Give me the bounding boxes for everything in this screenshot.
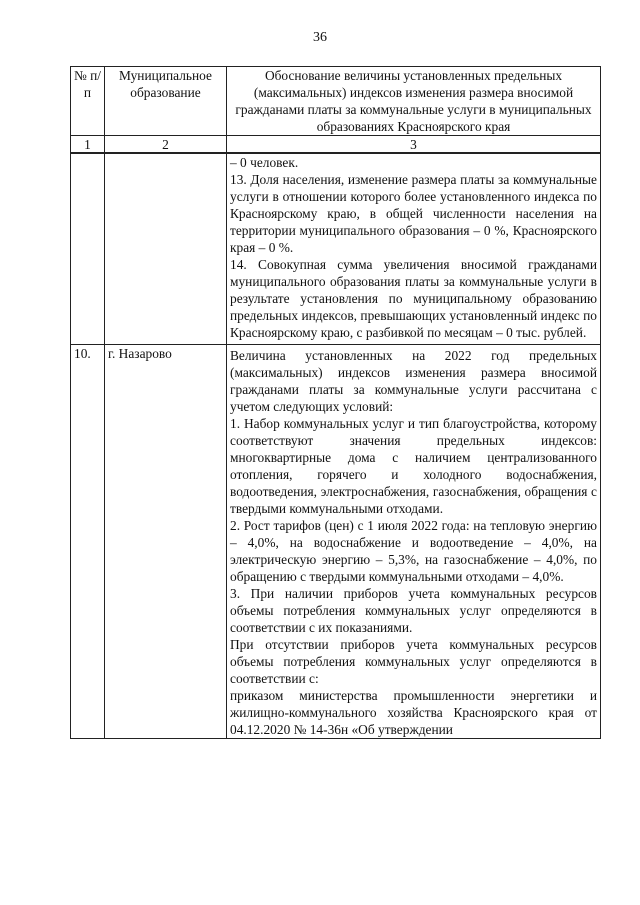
justification-paragraph: При отсутствии приборов учета коммунальных ресурсов объемы потребления коммунальных услуг определяются в соответствии с: (230, 637, 597, 686)
row-justification (227, 153, 601, 345)
header-num: № п/п (71, 67, 105, 136)
page-number: 36 (313, 30, 327, 45)
justification-paragraph: 1. Набор коммунальных услуг и тип благоустройства, которому соответствуют значения предельных индексов: многоквартирные дома с наличием централизованного отопления, горячего и холодного водоснабжения, водоотведения, электроснабжения, газоснабжения, обращения с твердыми коммунальными отходами. (230, 416, 597, 516)
header-justification: Обоснование величины установленных предельных (максимальных) индексов изменения размера вносимой гражданами платы за коммунальные услуги в муниципальных образованиях Красноярского края (227, 67, 601, 136)
header-municipality: Муниципальное образование (105, 67, 227, 136)
row-number: 10. (71, 345, 105, 739)
justification-paragraph: 3. При наличии приборов учета коммунальных ресурсов объемы потребления коммунальных услуг определяются в соответствии с их показаниями. (230, 586, 597, 635)
justification-paragraph: 2. Рост тарифов (цен) с 1 июля 2022 года: на тепловую энергию – 4,0%, на водоснабжение и водоотведение – 4,0%, на электрическую энергию – 5,3%, на газоснабжение – 4,0%, по обращению с твердыми коммунальными отходами – 4,0%. (230, 518, 597, 584)
indices-table (70, 66, 601, 739)
column-number-2: 2 (105, 136, 227, 154)
column-number-1: 1 (71, 136, 105, 154)
table-header-row (71, 67, 601, 136)
justification-paragraph: – 0 человек. (230, 155, 299, 170)
justification-paragraph: Величина установленных на 2022 год предельных (максимальных) индексов изменения размера вносимой гражданами платы за коммунальные услуги рассчитана с учетом следующих условий: (230, 348, 597, 414)
justification-paragraph: 13. Доля населения, изменение размера платы за коммунальные услуги в отношении которого более установленного индекса по Красноярскому краю, в общей численности населения на территории муниципального образования – 0 %, Красноярского края – 0 %. (230, 172, 597, 255)
row-municipality: г. Назарово (105, 345, 227, 739)
justification-paragraph: 14. Совокупная сумма увеличения вносимой гражданами муниципального образования платы за коммунальные услуги в результате установления по муниципальному образованию предельных индексов, превышающих установленный индекс по Красноярскому краю, с разбивкой по месяцам – 0 тыс. рублей. (230, 257, 597, 340)
column-number-3: 3 (227, 136, 601, 154)
row-justification (227, 345, 601, 739)
justification-paragraph: приказом министерства промышленности энергетики и жилищно-коммунального хозяйства Красноярского края от 04.12.2020 № 14-36н «Об утверждении (230, 688, 597, 737)
table-row (71, 345, 601, 739)
row-municipality (105, 153, 227, 345)
table-row (71, 153, 601, 345)
column-number-row (71, 136, 601, 154)
row-number (71, 153, 105, 345)
